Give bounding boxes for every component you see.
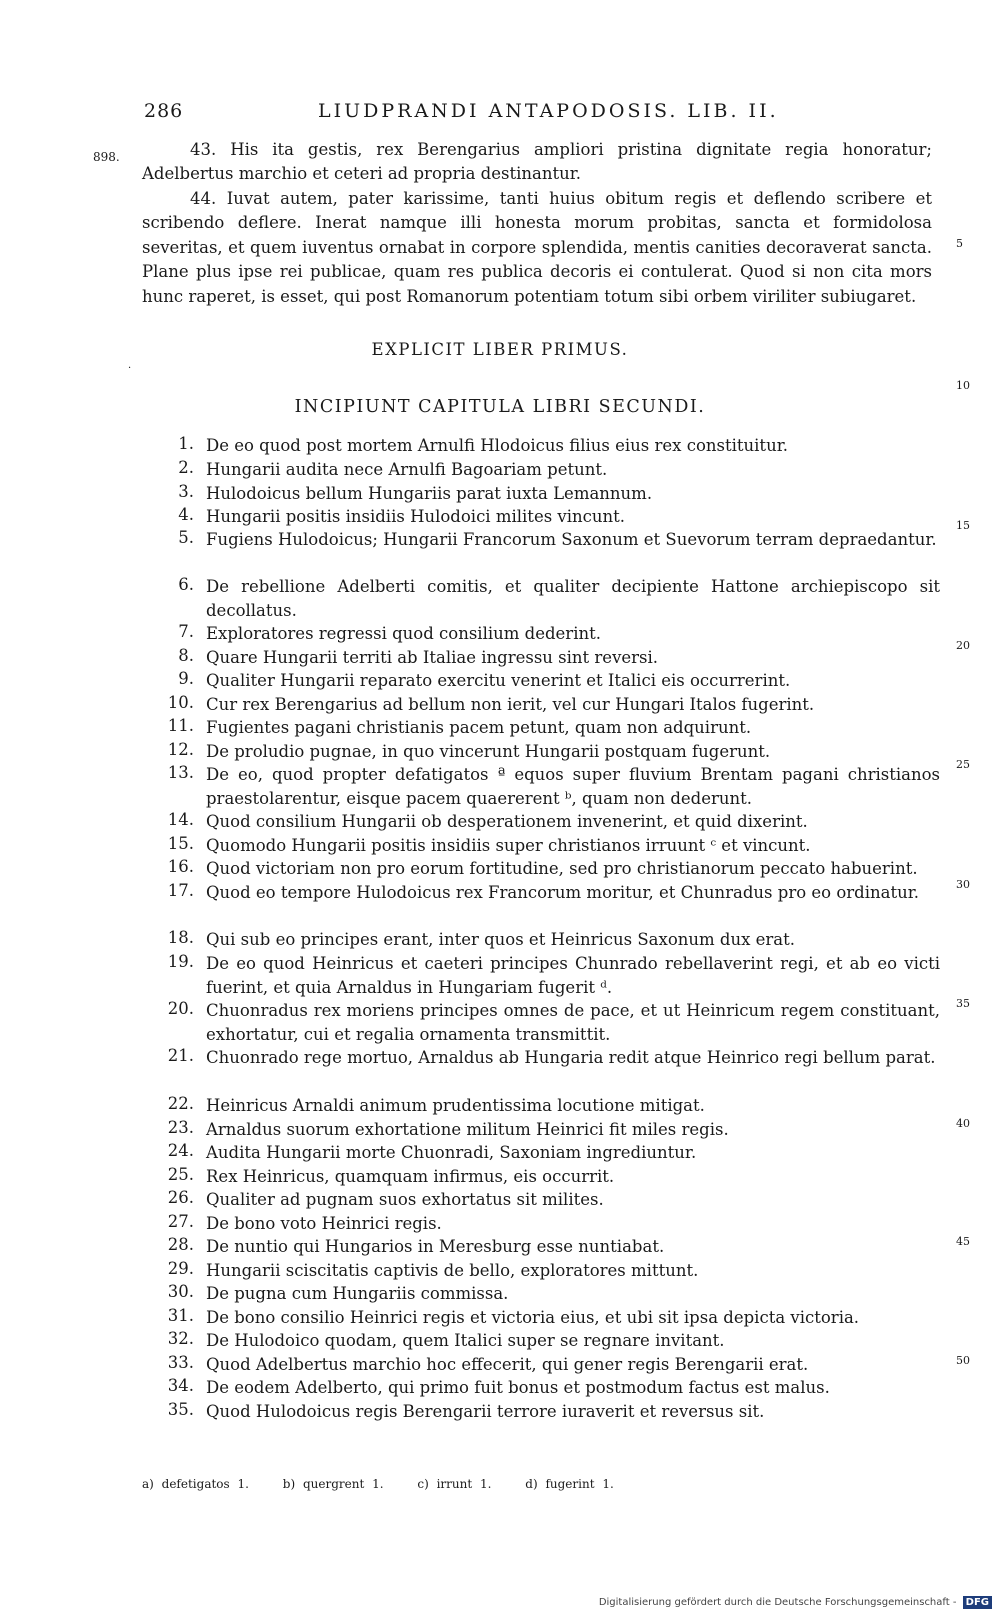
chapter-number: 8. (178, 646, 194, 665)
credit-text: Digitalisierung gefördert durch die Deutsche Forschungsgemeinschaft - (598, 1597, 957, 1608)
line-number: 15 (956, 519, 970, 532)
chapter-number: 27. (167, 1212, 194, 1231)
line-number: 50 (956, 1354, 970, 1367)
digitization-credit (599, 1596, 992, 1609)
chapter-number: 1. (178, 434, 194, 453)
chapter-text: Quod victoriam non pro eorum fortitudine, sed pro christianorum peccato habuerint. (206, 859, 918, 878)
chapter-number: 31. (167, 1306, 194, 1325)
chapter-number: 35. (167, 1400, 194, 1419)
running-title: LIUDPRANDI ANTAPODOSIS. LIB. II. (318, 100, 779, 122)
paragraph-text: His ita gestis, rex Berengarius ampliori pristina dignitate regia honoratur; Adelbertus marchio et ceteri ad propria destinantur. (142, 140, 932, 184)
chapter-text: Hungarii audita nece Arnulfi Bagoariam petunt. (206, 460, 608, 479)
chapter-number: 22. (167, 1094, 194, 1113)
chapter-number: 25. (167, 1165, 194, 1184)
chapter-number: 5. (178, 528, 194, 547)
chapter-text: Quare Hungarii territi ab Italiae ingressu sint reversi. (206, 648, 659, 667)
chapter-number: 30. (167, 1282, 194, 1301)
chapter-number: 19. (167, 952, 194, 971)
chapter-number: 9. (178, 669, 194, 688)
footnote: a) defetigatos 1. (142, 1477, 249, 1491)
chapter-number: 33. (167, 1353, 194, 1372)
chapter-number: 7. (178, 622, 194, 641)
paragraph-43 (142, 138, 932, 187)
line-number: 45 (956, 1235, 970, 1248)
incipiunt-heading: INCIPIUNT CAPITULA LIBRI SECUNDI. (294, 397, 706, 417)
chapter-text: Exploratores regressi quod consilium dederint. (206, 624, 601, 643)
chapter-number: 18. (167, 928, 194, 947)
print-mark: · (128, 363, 132, 374)
chapter-text: De Hulodoico quodam, quem Italici super se regnare invitant. (206, 1331, 725, 1350)
chapter-number: 2. (178, 458, 194, 477)
footnotes (142, 1477, 932, 1491)
chapter-number: 11. (167, 716, 194, 735)
chapter-number: 21. (167, 1046, 194, 1065)
dfg-logo: DFG (963, 1596, 992, 1609)
chapter-text: De bono consilio Heinrici regis et victoria eius, et ubi sit ipsa depicta victoria. (206, 1308, 860, 1327)
chapter-number: 32. (167, 1329, 194, 1348)
chapter-number: 34. (167, 1376, 194, 1395)
chapter-number: 17. (167, 881, 194, 900)
chapter-text: De eo, quod propter defatigatos ª equos super fluvium Brentam pagani christianos praestolarentur, eisque pacem quaererent ᵇ, quam non dederunt. (206, 765, 940, 808)
chapter-number: 15. (167, 834, 194, 853)
chapter-text: Qualiter ad pugnam suos exhortatus sit milites. (206, 1190, 604, 1209)
chapter-text: Heinricus Arnaldi animum prudentissima locutione mitigat. (206, 1096, 705, 1115)
chapter-text: Rex Heinricus, quamquam infirmus, eis occurrit. (206, 1167, 615, 1186)
paragraph-text: Iuvat autem, pater karissime, tanti huius obitum regis et deflendo scribere et scribendo deflere. Inerat namque illi honesta morum probitas, sancta et formidolosa severitas, et quem iuventus ornabat in corpore splendida, mentis canities decoraverat sancta. Plane plus ipse rei publicae, quam res publica decoris ei contulerat. Quod si non cita mors hunc raperet, is esset, qui post Romanorum potentiam totum sibi orbem viriliter subiugaret. (142, 189, 932, 306)
chapter-text: De pugna cum Hungariis commissa. (206, 1284, 509, 1303)
chapter-number: 3. (178, 482, 194, 501)
chapter-text: De eo quod Heinricus et caeteri principes Chunrado rebellaverint regi, et ab eo victi fuerint, et quia Arnaldus in Hungariam fugerit ᵈ. (206, 954, 940, 997)
chapter-text: De eo quod post mortem Arnulfi Hlodoicus filius eius rex constituitur. (206, 436, 789, 455)
chapter-text: Cur rex Berengarius ad bellum non ierit, vel cur Hungari Italos fugerint. (206, 695, 815, 714)
chapter-text: Audita Hungarii morte Chuonradi, Saxoniam ingrediuntur. (206, 1143, 697, 1162)
chapter-number: 29. (167, 1259, 194, 1278)
chapter-text: Chuonradus rex moriens principes omnes de pace, et ut Heinricum regem constituant, exhortatur, cui et regalia ornamenta transmittit. (206, 1001, 940, 1044)
paragraph-number: 43. (190, 140, 217, 159)
chapter-number: 13. (167, 763, 194, 782)
chapter-text: Fugientes pagani christianis pacem petunt, quam non adquirunt. (206, 718, 752, 737)
paragraph-number: 44. (190, 189, 217, 208)
chapter-number: 6. (178, 575, 194, 594)
chapter-number: 14. (167, 810, 194, 829)
line-number: 35 (956, 997, 970, 1010)
page-number: 286 (144, 100, 184, 122)
line-number: 25 (956, 758, 970, 771)
chapter-number: 26. (167, 1188, 194, 1207)
line-number: 5 (956, 237, 963, 250)
chapter-number: 10. (167, 693, 194, 712)
chapter-number: 23. (167, 1118, 194, 1137)
chapter-number: 12. (167, 740, 194, 759)
chapter-text: Quomodo Hungarii positis insidiis super christianos irruunt ᶜ et vincunt. (206, 836, 811, 855)
chapter-text: Chuonrado rege mortuo, Arnaldus ab Hungaria redit atque Heinrico regi bellum parat. (206, 1048, 936, 1067)
line-number: 20 (956, 639, 970, 652)
margin-year: 898. (93, 150, 120, 164)
chapter-text: De proludio pugnae, in quo vincerunt Hungarii postquam fugerunt. (206, 742, 771, 761)
chapter-number: 16. (167, 857, 194, 876)
line-number: 10 (956, 379, 970, 392)
chapter-text: De nuntio qui Hungarios in Meresburg esse nuntiabat. (206, 1237, 665, 1256)
chapter-number: 24. (167, 1141, 194, 1160)
chapter-text: Hungarii sciscitatis captivis de bello, exploratores mittunt. (206, 1261, 699, 1280)
chapter-text: De eodem Adelberto, qui primo fuit bonus et postmodum factus est malus. (206, 1378, 830, 1397)
page-header (140, 100, 800, 130)
chapter-number: 4. (178, 505, 194, 524)
chapter-text: Quod consilium Hungarii ob desperationem invenerint, et quid dixerint. (206, 812, 808, 831)
chapter-text: Quod eo tempore Hulodoicus rex Francorum moritur, et Chunradus pro eo ordinatur. (206, 883, 920, 902)
chapter-text: Hulodoicus bellum Hungariis parat iuxta Lemannum. (206, 484, 653, 503)
chapter-text: Quod Adelbertus marchio hoc effecerit, qui gener regis Berengarii erat. (206, 1355, 809, 1374)
explicit-heading: EXPLICIT LIBER PRIMUS. (371, 340, 629, 359)
chapter-text: Quod Hulodoicus regis Berengarii terrore iuraverit et reversus sit. (206, 1402, 765, 1421)
footnote: b) quergrent 1. (282, 1477, 384, 1491)
chapter-number: 28. (167, 1235, 194, 1254)
footnote: c) irrunt 1. (417, 1477, 492, 1491)
chapter-text: Qui sub eo principes erant, inter quos et Heinricus Saxonum dux erat. (206, 930, 796, 949)
chapter-text: De rebellione Adelberti comitis, et qualiter decipiente Hattone archiepiscopo sit decollatus. (206, 577, 940, 620)
paragraph-44 (142, 187, 932, 309)
footnote: d) fugerint 1. (525, 1477, 614, 1491)
chapter-text: Fugiens Hulodoicus; Hungarii Francorum Saxonum et Suevorum terram depraedantur. (206, 530, 937, 549)
line-number: 30 (956, 878, 970, 891)
line-number: 40 (956, 1117, 970, 1130)
chapter-text: Arnaldus suorum exhortatione militum Heinrici fit miles regis. (206, 1120, 729, 1139)
chapter-text: Hungarii positis insidiis Hulodoici milites vincunt. (206, 507, 626, 526)
chapter-number: 20. (167, 999, 194, 1018)
chapter-text: Qualiter Hungarii reparato exercitu venerint et Italici eis occurrerint. (206, 671, 791, 690)
chapter-text: De bono voto Heinrici regis. (206, 1214, 442, 1233)
